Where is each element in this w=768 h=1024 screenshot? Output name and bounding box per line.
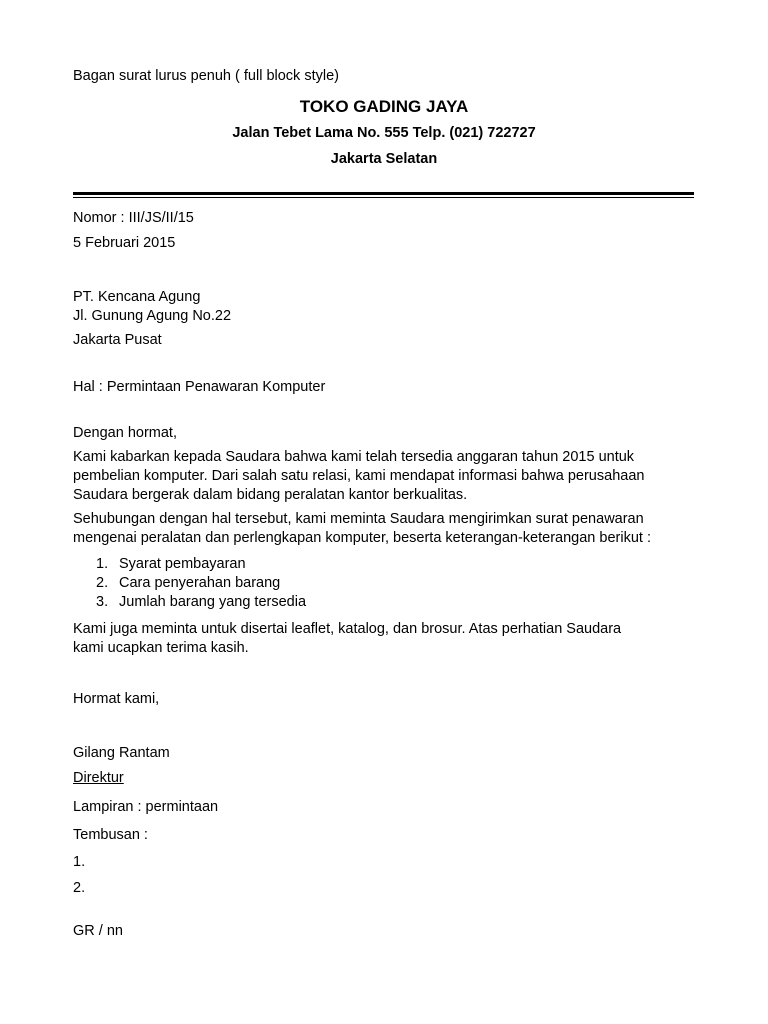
body-paragraph-2	[73, 510, 698, 548]
company-name: TOKO GADING JAYA	[299, 97, 469, 116]
body-paragraph-3-line: kami ucapkan terima kasih.	[73, 640, 249, 656]
attachment-note: Lampiran : permintaan	[73, 799, 219, 815]
complimentary-close: Hormat kami,	[73, 691, 160, 707]
copies-item-1: 1.	[73, 854, 86, 870]
company-city: Jakarta Selatan	[330, 151, 438, 167]
list-item: 2. Cara penyerahan barang	[96, 575, 281, 591]
signer-title: Direktur	[73, 770, 124, 786]
body-paragraph-2-line: Sehubungan dengan hal tersebut, kami meminta Saudara mengirimkan surat penawaran	[73, 511, 644, 527]
copies-item-2: 2.	[73, 880, 86, 896]
body-paragraph-1	[73, 448, 698, 505]
document-label: Bagan surat lurus penuh ( full block style)	[73, 68, 339, 84]
company-address: Jalan Tebet Lama No. 555 Telp. (021) 722727	[232, 125, 536, 141]
body-paragraph-3-line: Kami juga meminta untuk disertai leaflet, katalog, dan brosur. Atas perhatian Saudara	[73, 621, 622, 637]
recipient-street: Jl. Gunung Agung No.22	[73, 308, 232, 324]
salutation: Dengan hormat,	[73, 425, 177, 441]
body-paragraph-2-line: mengenai peralatan dan perlengkapan komputer, beserta keterangan-keterangan berikut :	[73, 530, 651, 546]
list-item: 3. Jumlah barang yang tersedia	[96, 594, 307, 610]
letter-number: Nomor : III/JS/II/15	[73, 210, 194, 226]
body-paragraph-3	[73, 620, 698, 658]
letterhead-rule-thin	[73, 197, 694, 198]
letterhead-rule-thick	[73, 192, 694, 195]
signer-name: Gilang Rantam	[73, 745, 170, 761]
reference-initials: GR / nn	[73, 923, 123, 939]
requirements-list	[96, 555, 306, 612]
list-item: 1. Syarat pembayaran	[96, 556, 246, 572]
letter-date: 5 Februari 2015	[73, 235, 176, 251]
letter-subject: Hal : Permintaan Penawaran Komputer	[73, 379, 326, 395]
copies-label: Tembusan :	[73, 827, 148, 843]
recipient-city: Jakarta Pusat	[73, 332, 162, 348]
recipient-name: PT. Kencana Agung	[73, 289, 201, 305]
body-paragraph-1-line: pembelian komputer. Dari salah satu relasi, kami mendapat informasi bahwa perusahaan	[73, 468, 645, 484]
body-paragraph-1-line: Kami kabarkan kepada Saudara bahwa kami telah tersedia anggaran tahun 2015 untuk	[73, 449, 635, 465]
body-paragraph-1-line: Saudara bergerak dalam bidang peralatan kantor berkualitas.	[73, 487, 468, 503]
